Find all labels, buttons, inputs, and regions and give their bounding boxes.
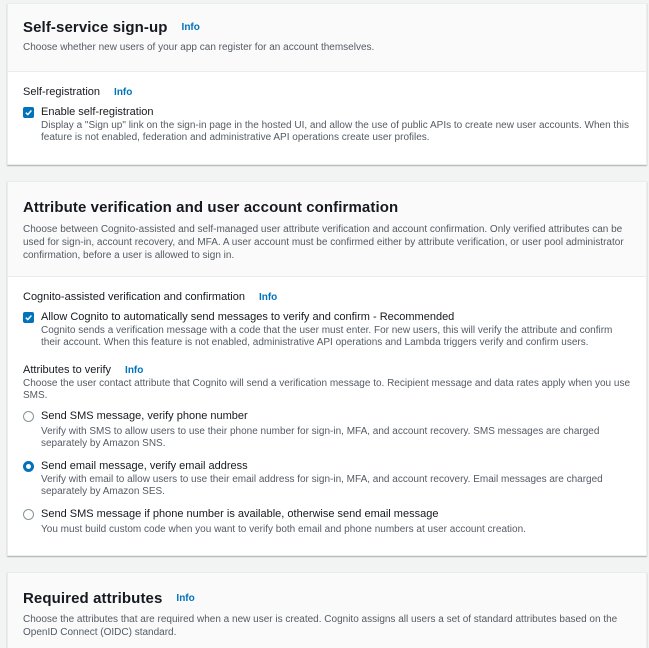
radio-label: Send email message, verify email address — [41, 460, 248, 472]
option-text — [41, 507, 526, 536]
panel-body — [8, 277, 646, 550]
panel-description: Choose the attributes that are required when a new user is created. Cognito assigns all users a set of standard attributes based on the OpenID Connect (OIDC) standard. — [23, 614, 618, 638]
panel-title-row — [23, 199, 631, 216]
check-icon — [24, 313, 33, 322]
panel-title: Attribute verification and user account confirmation — [23, 199, 399, 216]
checkbox-label: Enable self-registration — [41, 106, 154, 118]
option-text — [41, 105, 631, 144]
panel-title: Self-service sign-up — [23, 19, 168, 36]
radio-label: Send SMS message if phone number is available, otherwise send email message — [41, 508, 439, 520]
panel-header — [8, 573, 646, 648]
attributes-label: Attributes to verify — [23, 364, 112, 376]
info-link[interactable]: Info — [114, 86, 133, 98]
panel-body — [8, 72, 646, 158]
panel-header — [8, 182, 646, 277]
radio-description: Verify with email to allow users to use their email address for sign-in, MFA, and account recovery. Email messages are charged separately by Amazon SES. — [41, 474, 603, 497]
info-link[interactable]: Info — [181, 22, 200, 33]
radio-sms[interactable] — [23, 411, 34, 422]
option-text — [41, 409, 631, 450]
cognito-assisted-option — [23, 310, 631, 349]
attribute-verification-panel — [7, 181, 647, 556]
radio-description: You must build custom code when you want to verify both email and phone numbers at user account creation. — [41, 524, 526, 535]
field-label: Cognito-assisted verification and confirmation — [23, 291, 245, 303]
check-icon — [24, 108, 33, 117]
panel-header — [8, 4, 646, 72]
panel-description: Choose between Cognito-assisted and self-managed user attribute verification and account confirmation. Only verified attributes can be used for sign-in, account recovery, and MFA. A user account must be confirmed either by attribute verification, or user pool administrator confirmation, before a user is allowed to sign in. — [23, 224, 624, 261]
radio-description: Verify with SMS to allow users to use their phone number for sign-in, MFA, and account recovery. SMS messages are charged separately by Amazon SNS. — [41, 426, 600, 449]
required-attributes-panel — [7, 572, 647, 648]
option-text — [41, 310, 631, 349]
panel-title-row — [23, 590, 631, 607]
option-text — [41, 459, 631, 498]
cognito-assisted-checkbox[interactable] — [23, 312, 34, 323]
radio-option — [23, 507, 631, 536]
panel-description: Choose whether new users of your app can register for an account themselves. — [23, 42, 375, 53]
info-link[interactable]: Info — [258, 291, 278, 303]
radio-option — [23, 409, 631, 450]
field-label-row — [23, 86, 631, 98]
radio-sms-or-email[interactable] — [23, 509, 34, 520]
field-label-row — [23, 291, 631, 303]
radio-email[interactable] — [23, 461, 34, 472]
self-service-signup-panel — [7, 3, 647, 165]
attributes-label-row — [23, 364, 631, 376]
checkbox-label: Allow Cognito to automatically send messages to verify and confirm - Recommended — [41, 311, 455, 323]
field-label: Self-registration — [23, 86, 101, 98]
radio-label: Send SMS message, verify phone number — [41, 410, 248, 422]
attributes-description: Choose the user contact attribute that Cognito will send a verification message to. Recipient message and data rates apply when you use SMS. — [23, 378, 631, 401]
info-link[interactable]: Info — [176, 593, 195, 604]
self-registration-checkbox[interactable] — [23, 107, 34, 118]
checkbox-description: Cognito sends a verification message with a code that the user must enter. For new users, this will verify the attribute and confirm their account. When this feature is not enabled, administrative API operations and Lambda triggers verify and confirm users. — [41, 325, 613, 348]
panel-title-row — [23, 19, 631, 36]
self-registration-option — [23, 105, 631, 144]
panel-title: Required attributes — [23, 590, 163, 607]
checkbox-description: Display a "Sign up" link on the sign-in page in the hosted UI, and allow the use of public APIs to create new user accounts. When this feature is not enabled, federation and administrative API operations create user profiles. — [41, 120, 629, 143]
radio-option — [23, 459, 631, 498]
info-link[interactable]: Info — [125, 364, 144, 376]
